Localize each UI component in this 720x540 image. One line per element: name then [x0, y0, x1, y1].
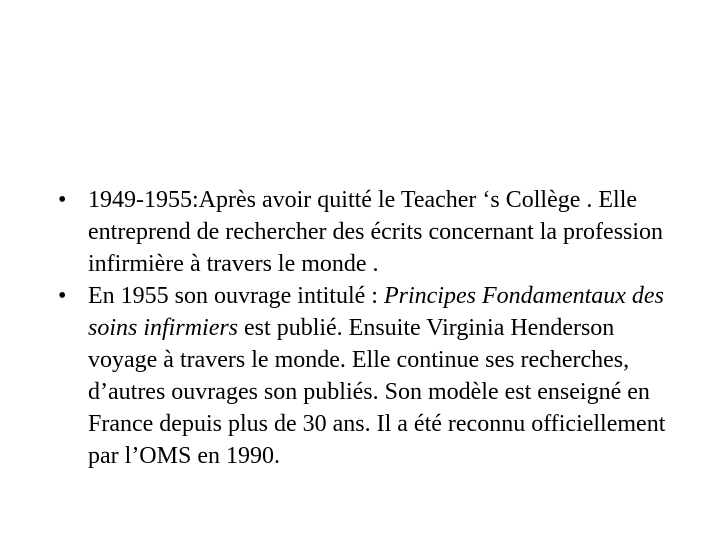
bullet-item-career [56, 184, 666, 280]
bullet-list [56, 184, 666, 472]
book-title: Principes Fondamentaux des soins infirmiers [88, 283, 664, 341]
bullet-item-publication [56, 280, 666, 472]
bullet-text-rest: est publié. Ensuite Virginia Henderson voyage à travers le monde. Elle continue ses recherches, d’autres ouvrages son publiés. Son modèle est enseigné en France depuis plus de 30 ans. Il a été reconnu officiellement par l’OMS en 1990. [88, 315, 666, 469]
bullet-icon: • [58, 283, 67, 309]
bullet-icon: • [58, 187, 67, 213]
bullet-text: 1949-1955:Après avoir quitté le Teacher ‘s Collège . Elle entreprend de rechercher des écrits concernant la profession infirmière à travers le monde . [88, 187, 664, 277]
bullet-text-intro: En 1955 son ouvrage intitulé : [88, 283, 384, 309]
